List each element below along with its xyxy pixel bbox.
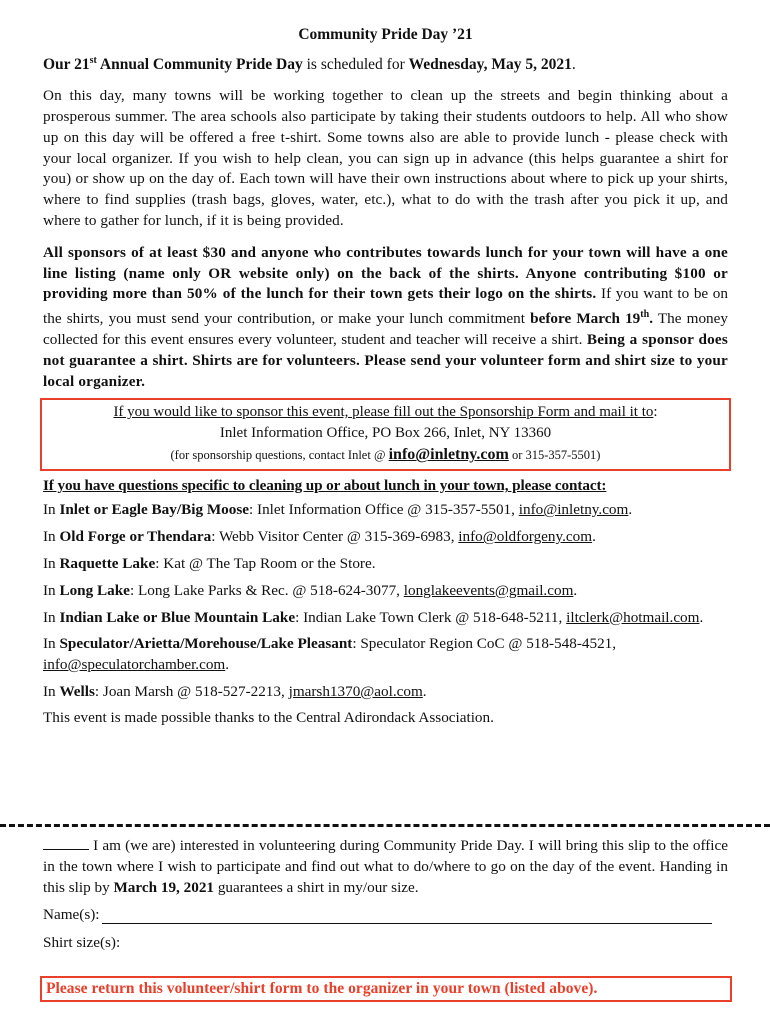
contacts-heading: If you have questions specific to cleaning up or about lunch in your town, please contact: bbox=[43, 477, 607, 495]
slip-text-1: I am (we are) interested in volunteering during Community Pride Day. I will bring this slip to the office in the town where I wish to participate and find out what to do/where to go on the day of the event. Handing in this slip by bbox=[43, 837, 728, 896]
lead-prefix: Our 21 bbox=[43, 56, 90, 74]
contact-town: Long Lake bbox=[59, 581, 130, 599]
volunteer-checkbox-blank[interactable] bbox=[43, 835, 89, 850]
contact-info: : Webb Visitor Center @ 315-369-6983, bbox=[211, 528, 459, 546]
contact-email-link[interactable]: jmarsh1370@aol.com bbox=[288, 682, 423, 700]
contact-end: . bbox=[422, 682, 427, 700]
contact-info: : Joan Marsh @ 518-527-2213, bbox=[94, 682, 289, 700]
sponsor-paragraph bbox=[43, 243, 728, 393]
page-title: Community Pride Day ’21 bbox=[298, 26, 473, 43]
contacts-list bbox=[43, 500, 728, 702]
volunteer-statement bbox=[43, 835, 728, 898]
thanks-note: This event is made possible thanks to the Central Adirondack Association. bbox=[43, 708, 494, 726]
sponsor-money-note: The money collected for this event ensures every volunteer, student and teacher will receive a shirt. bbox=[43, 310, 728, 348]
contact-email-link[interactable]: info@oldforgeny.com bbox=[458, 528, 593, 546]
sponsor-benefits: All sponsors of at least $30 and anyone who contributes towards lunch for your town will have a one line listing (name only OR website only) on the back of the shirts. Anyone contributing $100 or providing more than 50% of the lunch for their town gets their logo on the shirts. bbox=[43, 243, 728, 303]
intro-paragraph: On this day, many towns will be working together to clean up the streets and begin thinking about a prosperous summer. The area schools also participate by taking their students outdoors to help. All who show up on this day will be offered a free t-shirt. Some towns also are able to provide lunch - please check with your local organizer. If you wish to help clean, you can sign up in advance (this helps guarantee a shirt for you) or show up on the day of. Each town will have their own instructions about where to pick up your shirts, where to find supplies (trash bags, gloves, water, etc.), what to do with the trash after you pick it up, and where to gather for lunch, if it is being provided. bbox=[43, 87, 728, 229]
contact-in: In bbox=[43, 635, 60, 653]
volunteer-slip bbox=[43, 835, 728, 951]
sponsor-deadline-dot: . bbox=[649, 310, 653, 328]
contact-item bbox=[43, 500, 728, 521]
contact-in: In bbox=[43, 528, 60, 546]
sponsorship-instruction: If you would like to sponsor this event, please fill out the Sponsorship Form and mail it to bbox=[113, 404, 654, 421]
contact-email-link[interactable]: info@speculatorchamber.com bbox=[43, 656, 226, 674]
lead-end: . bbox=[571, 56, 576, 74]
sponsorship-contact-suffix: or 315-357-5501) bbox=[508, 448, 601, 463]
contact-item bbox=[43, 682, 728, 703]
sponsorship-contact bbox=[46, 444, 725, 466]
return-notice: Please return this volunteer/shirt form to the organizer in your town (listed above). bbox=[40, 976, 732, 1002]
contact-end: . bbox=[628, 501, 633, 519]
sponsor-deadline-text: before March 19 bbox=[530, 310, 641, 328]
contact-end: . bbox=[225, 656, 230, 674]
contact-item bbox=[43, 527, 728, 548]
sponsor-warning: Being a sponsor does not guarantee a shirt. Shirts are for volunteers. Please send your volunteer form and shirt size to your local organizer. bbox=[43, 330, 728, 390]
contact-info: : Indian Lake Town Clerk @ 518-648-5211, bbox=[295, 608, 567, 626]
sponsor-instructions: If you want to be on the shirts, you must send your contribution, or make your lunch commitment bbox=[43, 285, 728, 328]
sponsorship-colon: : bbox=[653, 404, 658, 421]
contact-info: : Long Lake Parks & Rec. @ 518-624-3077, bbox=[129, 581, 404, 599]
event-announcement bbox=[43, 55, 728, 74]
contact-item bbox=[43, 581, 728, 602]
lead-middle: is scheduled for bbox=[302, 56, 409, 74]
contact-email-link[interactable]: longlakeevents@gmail.com bbox=[403, 581, 574, 599]
contact-town: Raquette Lake bbox=[59, 554, 156, 572]
contact-end: . bbox=[699, 608, 704, 626]
contact-town: Old Forge or Thendara bbox=[59, 528, 212, 546]
contact-item bbox=[43, 634, 728, 676]
sponsor-deadline-sup: th bbox=[640, 309, 650, 321]
mailing-address: Inlet Information Office, PO Box 266, Inlet, NY 13360 bbox=[219, 425, 552, 442]
contact-in: In bbox=[43, 608, 60, 626]
slip-text-2: guarantees a shirt in my/our size. bbox=[214, 878, 419, 896]
contact-town: Indian Lake or Blue Mountain Lake bbox=[59, 608, 296, 626]
sponsorship-line bbox=[46, 402, 725, 423]
contact-end: . bbox=[592, 528, 596, 546]
lead-name: Annual Community Pride Day bbox=[96, 56, 303, 74]
contact-info: : Kat @ The Tap Room or the Store. bbox=[155, 554, 376, 572]
contact-email-link[interactable]: iltclerk@hotmail.com bbox=[566, 608, 700, 626]
shirt-size-label: Shirt size(s): bbox=[43, 934, 121, 952]
sponsorship-box bbox=[40, 398, 731, 471]
contact-email-link[interactable]: info@inletny.com bbox=[518, 501, 629, 519]
flyer-body bbox=[43, 26, 728, 727]
contact-in: In bbox=[43, 554, 60, 572]
names-field[interactable] bbox=[102, 907, 712, 924]
slip-deadline: March 19, 2021 bbox=[113, 878, 215, 896]
contact-town: Inlet or Eagle Bay/Big Moose bbox=[59, 501, 250, 519]
contact-item bbox=[43, 554, 728, 575]
contact-info: : Inlet Information Office @ 315-357-5501, bbox=[249, 501, 519, 519]
sponsorship-email-link[interactable]: info@inletny.com bbox=[388, 446, 509, 464]
lead-sup: st bbox=[89, 55, 97, 66]
sponsor-deadline bbox=[530, 310, 653, 327]
contact-in: In bbox=[43, 501, 60, 519]
contact-town: Wells bbox=[59, 682, 95, 700]
contact-item bbox=[43, 608, 728, 629]
names-row bbox=[43, 906, 728, 924]
contact-info: : Speculator Region CoC @ 518-548-4521, bbox=[352, 635, 617, 653]
contact-in: In bbox=[43, 682, 60, 700]
contact-town: Speculator/Arietta/Morehouse/Lake Pleasant bbox=[59, 635, 353, 653]
sponsorship-contact-prefix: (for sponsorship questions, contact Inlet @ bbox=[170, 448, 389, 463]
names-label: Name(s): bbox=[43, 906, 100, 924]
contact-in: In bbox=[43, 581, 60, 599]
shirt-size-row bbox=[43, 934, 728, 951]
contact-end: . bbox=[573, 581, 578, 599]
cut-line-divider bbox=[0, 824, 770, 827]
event-date: Wednesday, May 5, 2021 bbox=[408, 56, 572, 74]
